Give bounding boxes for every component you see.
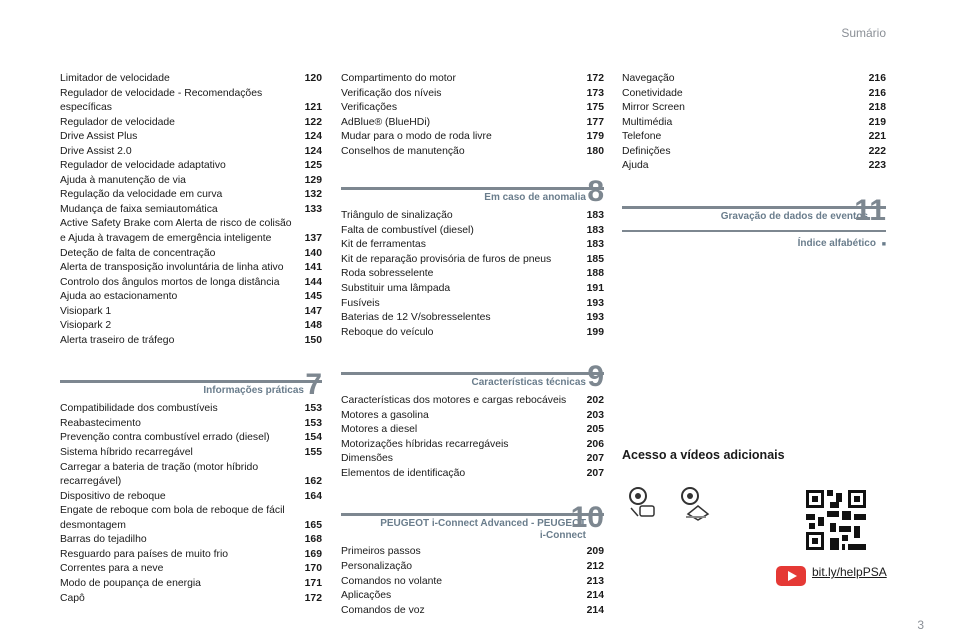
section-divider	[622, 206, 886, 209]
toc-list	[341, 394, 604, 481]
videos-title: Acesso a vídeos adicionais	[622, 448, 785, 462]
section-divider	[622, 230, 886, 232]
toc-entry-title[interactable]: específicas	[60, 102, 112, 114]
toc-entry[interactable]	[341, 311, 604, 326]
toc-entry-title[interactable]: Alerta traseiro de tráfego	[60, 334, 175, 346]
toc-entry-page[interactable]: 216	[868, 73, 886, 84]
toc-entry[interactable]	[341, 438, 604, 453]
toc-entry-page[interactable]: 221	[868, 131, 886, 143]
toc-entry-title[interactable]: Mirror Screen	[622, 102, 685, 114]
toc-list	[341, 209, 604, 340]
section-label: Características técnicas	[471, 377, 586, 389]
toc-entry[interactable]	[60, 475, 322, 490]
toc-entry-title[interactable]: Motorizações híbridas recarregáveis	[341, 438, 509, 450]
toc-entry[interactable]	[60, 490, 322, 505]
toc-entry-title[interactable]: Características dos motores e cargas rebocáveis	[341, 395, 567, 407]
toc-entry-page[interactable]: 121	[304, 102, 322, 114]
toc-entry[interactable]	[60, 261, 322, 276]
toc-entry-title[interactable]: Primeiros passos	[341, 546, 421, 558]
toc-entry-page[interactable]: 207	[586, 467, 604, 479]
toc-entry[interactable]	[341, 560, 604, 575]
toc-entry-title[interactable]: Ajuda à manutenção de via	[60, 174, 186, 186]
toc-entry[interactable]	[60, 72, 322, 87]
toc-entry-title[interactable]: Compartimento do motor	[341, 73, 456, 84]
toc-entry[interactable]	[622, 159, 886, 174]
toc-entry-page[interactable]: 179	[586, 131, 604, 143]
section-7-header	[60, 362, 322, 402]
index-header[interactable]	[622, 228, 886, 254]
toc-entry-title[interactable]: Resguardo para países de muito frio	[60, 548, 229, 560]
toc-entry-title[interactable]: Mudar para o modo de roda livre	[341, 131, 492, 143]
toc-entry[interactable]	[622, 116, 886, 131]
toc-entry-title[interactable]: Substituir uma lâmpada	[341, 283, 451, 295]
toc-entry-page[interactable]: 120	[304, 73, 322, 84]
toc-entry-title[interactable]: Telefone	[622, 131, 662, 143]
toc-entry[interactable]	[341, 452, 604, 467]
toc-entry[interactable]	[60, 232, 322, 247]
toc-entry[interactable]	[60, 431, 322, 446]
toc-entry-page[interactable]: 214	[586, 604, 604, 616]
toc-entry[interactable]	[341, 145, 604, 160]
toc-entry-title[interactable]: Conselhos de manutenção	[341, 145, 465, 157]
toc-entry-page[interactable]: 170	[304, 563, 322, 575]
toc-entry[interactable]	[622, 130, 886, 145]
toc-entry-title[interactable]: Ajuda ao estacionamento	[60, 291, 178, 303]
toc-entry[interactable]	[341, 394, 604, 409]
toc-entry-title[interactable]: Motores a diesel	[341, 424, 418, 436]
toc-entry-page[interactable]: 148	[304, 320, 322, 332]
toc-column-1	[60, 72, 322, 606]
toc-entry-title[interactable]: Ajuda	[622, 160, 649, 172]
toc-entry-page[interactable]: 125	[304, 160, 322, 172]
toc-entry-page[interactable]: 207	[586, 453, 604, 465]
toc-entry-page[interactable]: 209	[586, 546, 604, 558]
toc-entry-title[interactable]: Reabastecimento	[60, 417, 141, 429]
section-divider	[60, 380, 322, 383]
toc-entry-page[interactable]: 140	[304, 247, 322, 259]
toc-entry-page[interactable]: 153	[304, 403, 322, 415]
toc-entry-title[interactable]: Falta de combustível (diesel)	[341, 224, 474, 236]
section-label: Informações práticas	[203, 385, 304, 397]
toc-entry-page[interactable]: 183	[586, 239, 604, 251]
toc-entry[interactable]	[341, 589, 604, 604]
toc-entry-title[interactable]: Barras do tejadilho	[60, 534, 147, 546]
toc-entry-title[interactable]: e Ajuda à travagem de emergência inteligente	[60, 233, 272, 245]
section-divider	[341, 372, 604, 375]
toc-entry[interactable]	[60, 130, 322, 145]
toc-entry-title[interactable]: Controlo dos ângulos mortos de longa distância	[60, 276, 280, 288]
toc-entry-title[interactable]: Regulador de velocidade adaptativo	[60, 160, 226, 172]
toc-entry-page[interactable]: 171	[304, 577, 322, 589]
toc-entry-page[interactable]: 155	[304, 447, 322, 459]
toc-entry[interactable]	[60, 247, 322, 262]
toc-entry-page[interactable]: 177	[586, 116, 604, 128]
toc-entry-page[interactable]: 193	[586, 312, 604, 324]
toc-entry[interactable]	[60, 446, 322, 461]
toc-entry[interactable]	[622, 101, 886, 116]
toc-entry-title[interactable]: Carregar a bateria de tração (motor híbrido	[60, 461, 259, 473]
toc-entry-title[interactable]: Regulador de velocidade - Recomendações	[60, 87, 263, 99]
toc-entry-page[interactable]: 147	[304, 305, 322, 317]
toc-entry-page[interactable]: 173	[586, 87, 604, 99]
toc-entry-title[interactable]: Sistema híbrido recarregável	[60, 447, 193, 459]
toc-entry-page[interactable]: 206	[586, 438, 604, 450]
toc-entry[interactable]	[341, 423, 604, 438]
toc-entry[interactable]	[622, 72, 886, 87]
toc-entry[interactable]	[60, 188, 322, 203]
toc-entry-title[interactable]: Prevenção contra combustível errado (diesel)	[60, 432, 270, 444]
toc-entry-page[interactable]: 199	[586, 326, 604, 338]
toc-entry[interactable]	[341, 604, 604, 619]
toc-entry-page[interactable]: 141	[304, 262, 322, 274]
toc-entry[interactable]	[341, 224, 604, 239]
toc-entry[interactable]	[341, 297, 604, 312]
toc-entry[interactable]	[60, 116, 322, 131]
toc-entry[interactable]	[341, 467, 604, 482]
toc-list	[341, 545, 604, 618]
toc-entry-page[interactable]: 153	[304, 417, 322, 429]
toc-entry-page[interactable]: 213	[586, 575, 604, 587]
section-divider	[341, 187, 604, 190]
toc-list	[341, 72, 604, 159]
toc-entry[interactable]	[341, 326, 604, 341]
toc-entry-title[interactable]: Reboque do veículo	[341, 326, 434, 338]
section-label: Em caso de anomalia	[484, 192, 586, 204]
index-label[interactable]	[798, 238, 886, 251]
toc-entry[interactable]	[60, 101, 322, 116]
toc-entry-title[interactable]: Engate de reboque com bola de reboque de fácil	[60, 505, 285, 517]
toc-entry-page[interactable]: 212	[586, 561, 604, 573]
index-bullet: ■	[881, 240, 886, 248]
toc-entry[interactable]	[60, 305, 322, 320]
toc-entry[interactable]	[341, 87, 604, 102]
toc-entry-page[interactable]: 132	[304, 189, 322, 201]
toc-entry[interactable]	[341, 72, 604, 87]
toc-entry[interactable]	[341, 253, 604, 268]
toc-entry-page[interactable]: 175	[586, 102, 604, 114]
toc-entry-title[interactable]: Regulador de velocidade	[60, 116, 175, 128]
toc-entry-page[interactable]: 164	[304, 490, 322, 502]
toc-entry-page[interactable]: 205	[586, 424, 604, 436]
section-number: 11	[854, 193, 886, 227]
toc-entry-title[interactable]: Capô	[60, 592, 85, 604]
toc-entry-page[interactable]: 223	[868, 160, 886, 172]
toc-entry-page[interactable]: 214	[586, 590, 604, 602]
qr-code-icon	[806, 490, 866, 550]
toc-entry-page[interactable]: 129	[304, 174, 322, 186]
toc-entry[interactable]	[341, 282, 604, 297]
wheel-road-icon	[678, 486, 714, 522]
toc-entry[interactable]	[60, 87, 322, 102]
toc-entry-title[interactable]: Multimédia	[622, 116, 673, 128]
toc-entry[interactable]	[341, 116, 604, 131]
toc-entry-title[interactable]: Personalização	[341, 561, 413, 573]
toc-entry-title[interactable]: Motores a gasolina	[341, 409, 429, 421]
toc-entry[interactable]	[60, 203, 322, 218]
toc-entry-title[interactable]: Dispositivo de reboque	[60, 490, 166, 502]
toc-entry-page[interactable]: 191	[586, 283, 604, 295]
toc-entry-page[interactable]: 124	[304, 145, 322, 157]
toc-entry[interactable]	[60, 334, 322, 349]
toc-entry[interactable]	[60, 319, 322, 334]
toc-entry-title[interactable]: Comandos de voz	[341, 604, 425, 616]
toc-entry-page[interactable]: 183	[586, 210, 604, 222]
toc-entry[interactable]	[60, 217, 322, 232]
toc-entry-title[interactable]: Visiopark 2	[60, 320, 112, 332]
toc-column-3	[622, 72, 886, 254]
toc-entry-title[interactable]: recarregável)	[60, 476, 122, 488]
toc-entry[interactable]	[60, 548, 322, 563]
section-label-line: PEUGEOT i-Connect Advanced - PEUGEOT	[380, 518, 586, 530]
toc-entry[interactable]	[60, 461, 322, 476]
toc-entry-title[interactable]: Baterias de 12 V/sobresselentes	[341, 312, 491, 324]
toc-entry-title[interactable]: Mudança de faixa semiautomática	[60, 203, 218, 215]
toc-list	[622, 72, 886, 174]
youtube-icon[interactable]	[776, 566, 806, 586]
toc-entry-title[interactable]: Active Safety Brake com Alerta de risco de colisão	[60, 218, 292, 230]
toc-entry[interactable]	[60, 290, 322, 305]
toc-list	[60, 402, 322, 606]
section-8-header	[341, 169, 604, 209]
toc-entry-title[interactable]: AdBlue® (BlueHDi)	[341, 116, 431, 128]
toc-entry-page[interactable]: 145	[304, 291, 322, 303]
toc-entry-title[interactable]: Kit de reparação provisória de furos de pneus	[341, 253, 552, 265]
toc-entry-title[interactable]: Drive Assist Plus	[60, 131, 138, 143]
section-9-header	[341, 354, 604, 394]
section-number: 10	[570, 501, 604, 535]
toc-entry[interactable]	[60, 504, 322, 519]
toc-entry[interactable]	[341, 238, 604, 253]
toc-entry-title[interactable]: desmontagem	[60, 519, 126, 531]
toc-entry-title[interactable]: Triângulo de sinalização	[341, 210, 453, 222]
toc-entry-title[interactable]: Fusíveis	[341, 297, 380, 309]
toc-entry-page[interactable]: 185	[586, 253, 604, 265]
toc-entry-page[interactable]: 219	[868, 116, 886, 128]
toc-entry-page[interactable]: 202	[586, 395, 604, 407]
index-label-text[interactable]: Índice alfabético	[797, 237, 876, 249]
page-number: 3	[917, 618, 924, 632]
toc-entry[interactable]	[60, 276, 322, 291]
toc-entry-title[interactable]: Drive Assist 2.0	[60, 145, 132, 157]
toc-entry[interactable]	[60, 577, 322, 592]
section-10-header	[341, 495, 604, 545]
toc-entry-page[interactable]: 216	[868, 87, 886, 99]
toc-entry-title[interactable]: Dimensões	[341, 453, 393, 465]
toc-entry-page[interactable]: 169	[304, 548, 322, 560]
toc-entry-page[interactable]: 180	[586, 145, 604, 157]
toc-entry-page[interactable]: 150	[304, 334, 322, 346]
toc-entry[interactable]	[60, 145, 322, 160]
wheel-phone-icon	[626, 486, 658, 522]
toc-column-2	[341, 72, 604, 618]
toc-entry-page[interactable]: 172	[304, 592, 322, 604]
section-label: Gravação de dados de eventos	[720, 210, 868, 222]
toc-entry[interactable]	[341, 101, 604, 116]
toc-entry-page[interactable]: 162	[304, 476, 322, 488]
toc-entry-title[interactable]: Limitador de velocidade	[60, 73, 170, 84]
toc-entry-page[interactable]: 188	[586, 268, 604, 280]
video-link[interactable]: bit.ly/helpPSA	[812, 565, 887, 579]
toc-entry[interactable]	[341, 130, 604, 145]
toc-entry[interactable]	[60, 174, 322, 189]
toc-entry-page[interactable]: 122	[304, 116, 322, 128]
toc-entry-page[interactable]: 124	[304, 131, 322, 143]
toc-entry-page[interactable]: 133	[304, 203, 322, 215]
toc-list	[60, 72, 322, 348]
toc-entry[interactable]	[341, 409, 604, 424]
toc-entry[interactable]	[60, 402, 322, 417]
toc-entry[interactable]	[341, 209, 604, 224]
section-label-line: i-Connect	[539, 530, 586, 542]
toc-entry-page[interactable]: 168	[304, 534, 322, 546]
toc-entry-title[interactable]: Aplicações	[341, 590, 392, 602]
toc-entry[interactable]	[622, 145, 886, 160]
section-11-header	[622, 188, 886, 228]
toc-entry[interactable]	[341, 575, 604, 590]
section-number: 9	[587, 360, 604, 394]
toc-entry-title[interactable]: Compatibilidade dos combustíveis	[60, 403, 218, 415]
toc-entry-title[interactable]: Verificações	[341, 102, 398, 114]
toc-entry[interactable]	[60, 562, 322, 577]
toc-entry-page[interactable]: 218	[868, 102, 886, 114]
toc-entry[interactable]	[341, 267, 604, 282]
toc-entry-title[interactable]: Kit de ferramentas	[341, 239, 426, 251]
toc-entry-title[interactable]: Comandos no volante	[341, 575, 443, 587]
section-number: 7	[305, 368, 322, 402]
toc-entry[interactable]	[60, 417, 322, 432]
toc-entry-title[interactable]: Modo de poupança de energia	[60, 577, 201, 589]
toc-entry-title[interactable]: Visiopark 1	[60, 305, 112, 317]
toc-entry-title[interactable]: Regulação da velocidade em curva	[60, 189, 223, 201]
toc-entry-page[interactable]: 222	[868, 145, 886, 157]
toc-entry-title[interactable]: Verificação dos níveis	[341, 87, 442, 99]
toc-entry-page[interactable]: 183	[586, 224, 604, 236]
toc-entry-page[interactable]: 144	[304, 276, 322, 288]
page-header-title: Sumário	[841, 26, 886, 40]
toc-entry-title[interactable]: Navegação	[622, 73, 675, 84]
toc-entry-title[interactable]: Definições	[622, 145, 671, 157]
toc-entry-title[interactable]: Deteção de falta de concentração	[60, 247, 216, 259]
toc-entry-page[interactable]: 165	[304, 519, 322, 531]
toc-entry[interactable]	[622, 87, 886, 102]
toc-entry-page[interactable]: 172	[586, 73, 604, 84]
toc-entry[interactable]	[341, 545, 604, 560]
toc-entry-page[interactable]: 154	[304, 432, 322, 444]
toc-entry[interactable]	[60, 592, 322, 607]
section-label	[380, 518, 586, 542]
toc-entry-title[interactable]: Correntes para a neve	[60, 563, 164, 575]
toc-entry-title[interactable]: Roda sobresselente	[341, 268, 434, 280]
toc-entry[interactable]	[60, 533, 322, 548]
toc-entry[interactable]	[60, 519, 322, 534]
toc-entry-title[interactable]: Elementos de identificação	[341, 467, 466, 479]
section-divider	[341, 513, 604, 516]
toc-entry-page[interactable]: 193	[586, 297, 604, 309]
toc-entry-page[interactable]: 203	[586, 409, 604, 421]
toc-entry-title[interactable]: Alerta de transposição involuntária de linha ativo	[60, 262, 284, 274]
toc-entry[interactable]	[60, 159, 322, 174]
toc-entry-page[interactable]: 137	[304, 233, 322, 245]
section-number: 8	[587, 175, 604, 209]
toc-entry-title[interactable]: Conetividade	[622, 87, 683, 99]
